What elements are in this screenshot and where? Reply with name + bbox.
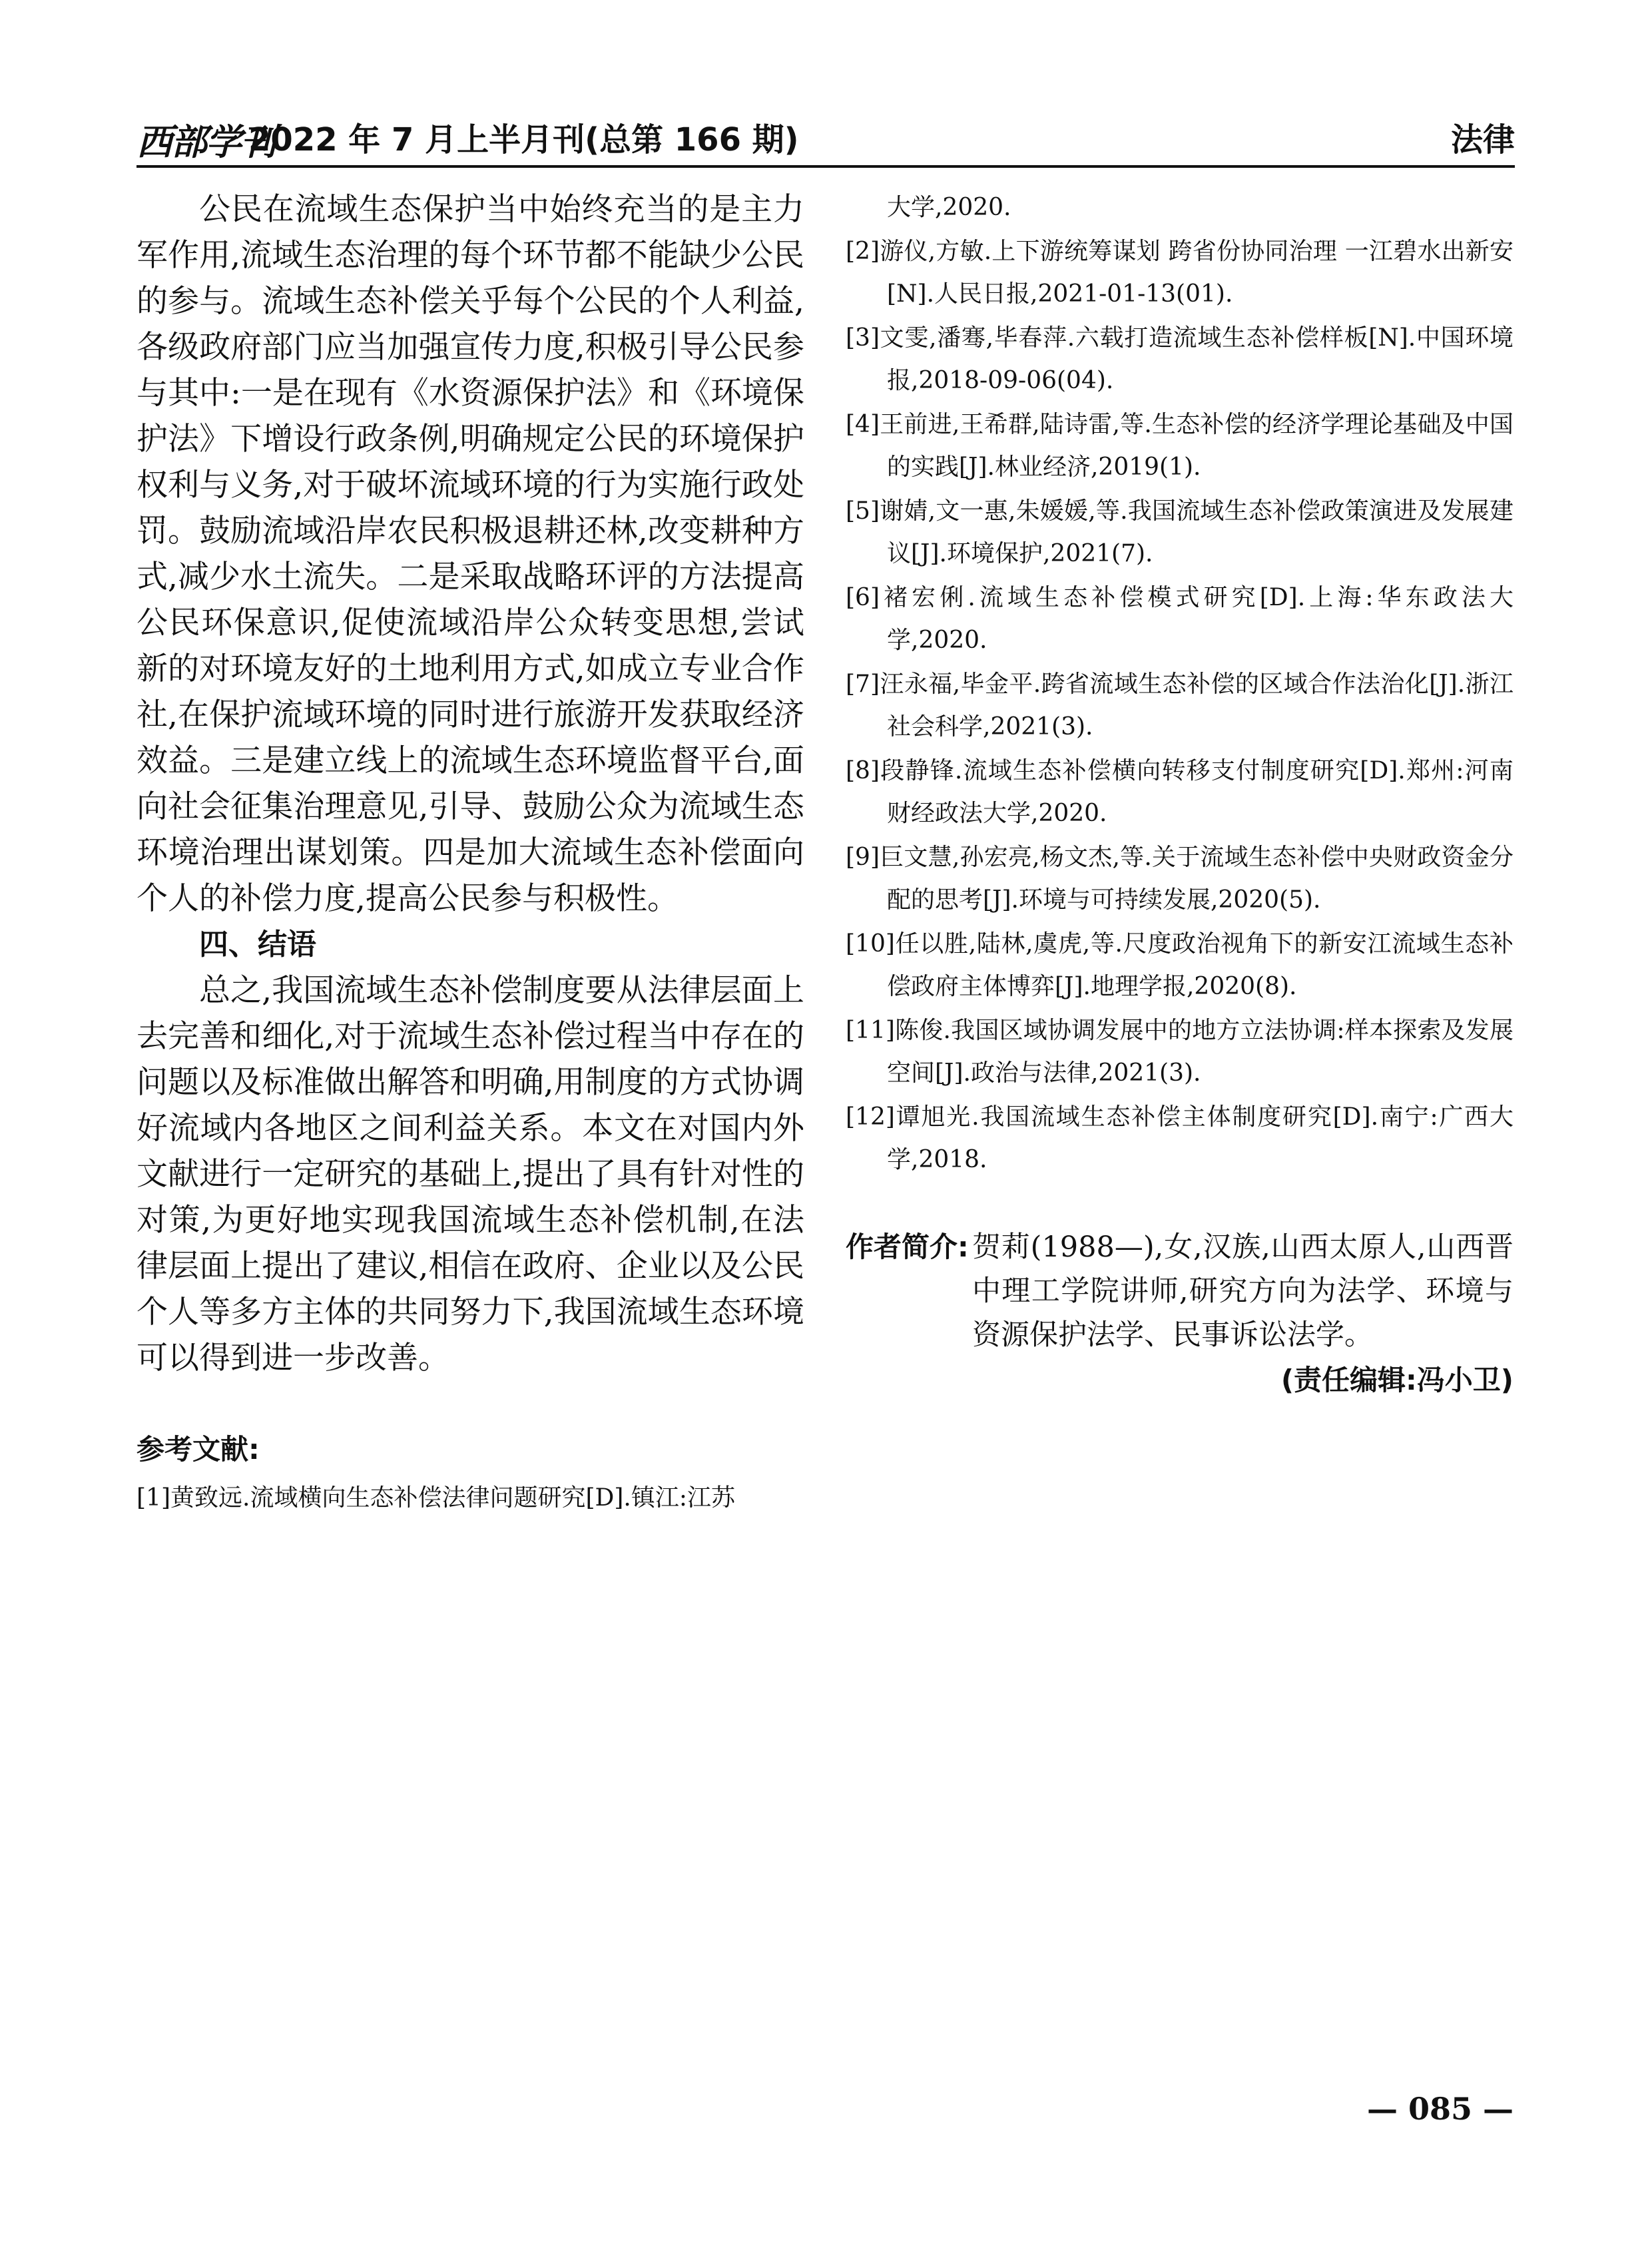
header-rule (137, 165, 1515, 168)
section-heading: 四、结语 (199, 928, 316, 962)
issue-info: 2022 年 7 月上半月刊(总第 166 期) (248, 121, 799, 158)
reference-item: [1]黄致远.流域横向生态补偿法律问题研究[D].镇江:江苏 (137, 1484, 735, 1512)
author-bio (846, 1225, 1514, 1357)
reference-item: [7]汪永福,毕金平.跨省流域生态补偿的区域合作法治化[J].浙江社会科学,2021(3). (846, 671, 1514, 740)
references-title: 参考文献: (137, 1433, 260, 1466)
page-number: — 085 — (1366, 2091, 1514, 2127)
reference-item: [12]谭旭光.我国流域生态补偿主体制度研究[D].南宁:广西大学,2018. (846, 1103, 1514, 1173)
reference-item: [8]段静锋.流域生态补偿横向转移支付制度研究[D].郑州:河南财经政法大学,2020. (846, 757, 1514, 827)
left-column (137, 186, 804, 1521)
reference-item: [6]褚宏俐.流域生态补偿模式研究[D].上海:华东政法大学,2020. (846, 584, 1514, 654)
author-text: 贺莉(1988—),女,汉族,山西太原人,山西晋中理工学院讲师,研究方向为法学、环境与资源保护法学、民事诉讼法学。 (972, 1231, 1514, 1352)
reference-item: [5]谢婧,文一惠,朱媛媛,等.我国流域生态补偿政策演进及发展建议[J].环境保护,2021(7). (846, 497, 1514, 567)
page-header (137, 110, 1515, 162)
reference-item: [10]任以胜,陆林,虞虎,等.尺度政治视角下的新安江流域生态补偿政府主体博弈[J].地理学报,2020(8). (846, 930, 1514, 1000)
reference-continuation: 大学,2020. (887, 194, 1011, 221)
author-label: 作者简介: (846, 1231, 969, 1263)
section-name: 法律 (1450, 121, 1515, 158)
reference-item: [4]王前进,王希群,陆诗雷,等.生态补偿的经济学理论基础及中国的实践[J].林业经济,2019(1). (846, 411, 1514, 481)
reference-item: [9]巨文慧,孙宏亮,杨文杰,等.关于流域生态补偿中央财政资金分配的思考[J].环境与可持续发展,2020(5). (846, 844, 1514, 914)
reference-item: [2]游仪,方敏.上下游统筹谋划 跨省份协同治理 一江碧水出新安[N].人民日报,2021-01-13(01). (846, 238, 1514, 308)
journal-logo: 西部学刊 (137, 121, 275, 163)
body-paragraph: 总之,我国流域生态补偿制度要从法律层面上去完善和细化,对于流域生态补偿过程当中存在的问题以及标准做出解答和明确,用制度的方式协调好流域内各地区之间利益关系。本文在对国内外文献进行一定研究的基础上,提出了具有针对性的对策,为更好地实现我国流域生态补偿机制,在法律层面上提出了建议,相信在政府、企业以及公民个人等多方主体的共同努力下,我国流域生态环境可以得到进一步改善。 (137, 972, 804, 1376)
reference-item: [3]文雯,潘骞,毕春萍.六载打造流域生态补偿样板[N].中国环境报,2018-09-06(04). (846, 324, 1514, 394)
responsible-editor: (责任编辑:冯小卫) (1280, 1364, 1514, 1396)
right-column (846, 186, 1514, 1402)
reference-item: [11]陈俊.我国区域协调发展中的地方立法协调:样本探索及发展空间[J].政治与法律,2021(3). (846, 1017, 1514, 1087)
body-paragraph: 公民在流域生态保护当中始终充当的是主力军作用,流域生态治理的每个环节都不能缺少公民的参与。流域生态补偿关乎每个公民的个人利益,各级政府部门应当加强宣传力度,积极引导公民参与其中:一是在现有《水资源保护法》和《环境保护法》下增设行政条例,明确规定公民的环境保护权利与义务,对于破坏流域环境的行为实施行政处罚。鼓励流域沿岸农民积极退耕还林,改变耕种方式,减少水土流失。二是采取战略环评的方法提高公民环保意识,促使流域沿岸公众转变思想,尝试新的对环境友好的土地利用方式,如成立专业合作社,在保护流域环境的同时进行旅游开发获取经济效益。三是建立线上的流域生态环境监督平台,面向社会征集治理意见,引导、鼓励公众为流域生态环境治理出谋划策。四是加大流域生态补偿面向个人的补偿力度,提高公民参与积极性。 (137, 191, 804, 917)
